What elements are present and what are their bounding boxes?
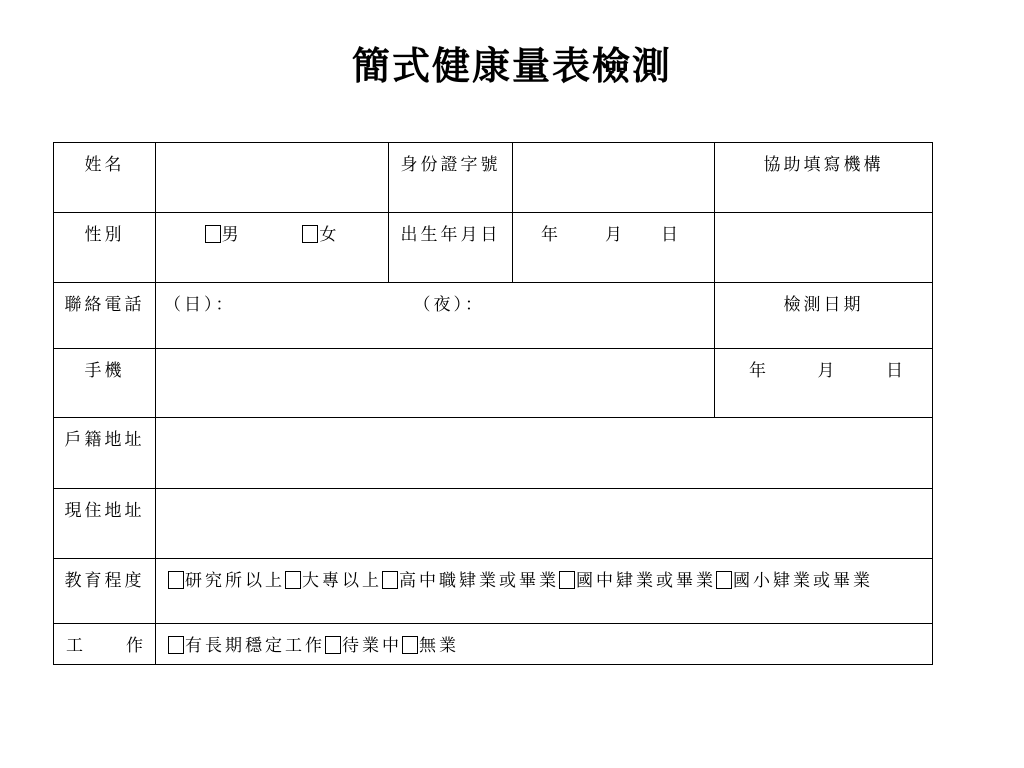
current-address-field[interactable] xyxy=(156,489,933,559)
work-checkbox[interactable] xyxy=(325,636,341,654)
assisting-org-label: 協助填寫機構 xyxy=(715,143,933,213)
work-option: 無業 xyxy=(419,636,459,656)
education-checkbox[interactable] xyxy=(559,571,575,589)
education-option: 國中肄業或畢業 xyxy=(576,571,716,591)
form-row-education xyxy=(54,559,933,624)
gender-female-checkbox[interactable] xyxy=(302,225,318,243)
phone-night-label: （夜）： xyxy=(413,295,485,315)
education-field xyxy=(156,559,933,624)
education-checkbox[interactable] xyxy=(285,571,301,589)
assisting-org-field[interactable] xyxy=(715,213,933,283)
form-row-phone xyxy=(54,283,933,349)
education-option: 研究所以上 xyxy=(185,571,285,591)
registered-address-label: 戶籍地址 xyxy=(54,418,156,489)
work-label: 工 作 xyxy=(54,624,156,665)
work-checkbox[interactable] xyxy=(168,636,184,654)
test-date-field[interactable] xyxy=(715,349,933,418)
current-address-label: 現住地址 xyxy=(54,489,156,559)
test-date-label: 檢測日期 xyxy=(715,283,933,349)
name-field[interactable] xyxy=(156,143,389,213)
phone-day-label: （日）： xyxy=(164,295,236,315)
work-field xyxy=(156,624,933,665)
page-title: 簡式健康量表檢測 xyxy=(351,43,672,88)
birth-day-label: 日 xyxy=(661,225,681,245)
birth-date-label: 出生年月日 xyxy=(389,213,513,283)
birth-date-field[interactable] xyxy=(513,213,715,283)
work-option: 有長期穩定工作 xyxy=(185,636,325,656)
name-label: 姓名 xyxy=(54,143,156,213)
phone-label: 聯絡電話 xyxy=(54,283,156,349)
birth-year-label: 年 xyxy=(541,225,561,245)
form-row-registered-address xyxy=(54,418,933,489)
form-row-gender xyxy=(54,213,933,283)
test-year-label: 年 xyxy=(749,361,769,381)
birth-month-label: 月 xyxy=(605,225,625,245)
gender-male-label: 男 xyxy=(221,225,242,245)
education-option: 國小肄業或畢業 xyxy=(733,571,873,591)
education-option: 大專以上 xyxy=(302,571,382,591)
work-option: 待業中 xyxy=(342,636,402,656)
education-checkbox[interactable] xyxy=(716,571,732,589)
education-checkbox[interactable] xyxy=(382,571,398,589)
phone-field[interactable] xyxy=(156,283,715,349)
form-row-name xyxy=(54,143,933,213)
gender-male-checkbox[interactable] xyxy=(205,225,221,243)
education-option: 高中職肄業或畢業 xyxy=(399,571,559,591)
gender-field xyxy=(156,213,389,283)
mobile-field[interactable] xyxy=(156,349,715,418)
registered-address-field[interactable] xyxy=(156,418,933,489)
health-form-table xyxy=(53,142,933,665)
id-number-field[interactable] xyxy=(513,143,715,213)
form-row-work xyxy=(54,624,933,665)
education-label: 教育程度 xyxy=(54,559,156,624)
id-number-label: 身份證字號 xyxy=(389,143,513,213)
form-row-current-address xyxy=(54,489,933,559)
gender-female-label: 女 xyxy=(319,225,340,245)
mobile-label: 手機 xyxy=(54,349,156,418)
test-month-label: 月 xyxy=(817,361,838,381)
work-checkbox[interactable] xyxy=(402,636,418,654)
education-checkbox[interactable] xyxy=(168,571,184,589)
form-row-mobile xyxy=(54,349,933,418)
test-day-label: 日 xyxy=(886,361,906,381)
gender-label: 性別 xyxy=(54,213,156,283)
